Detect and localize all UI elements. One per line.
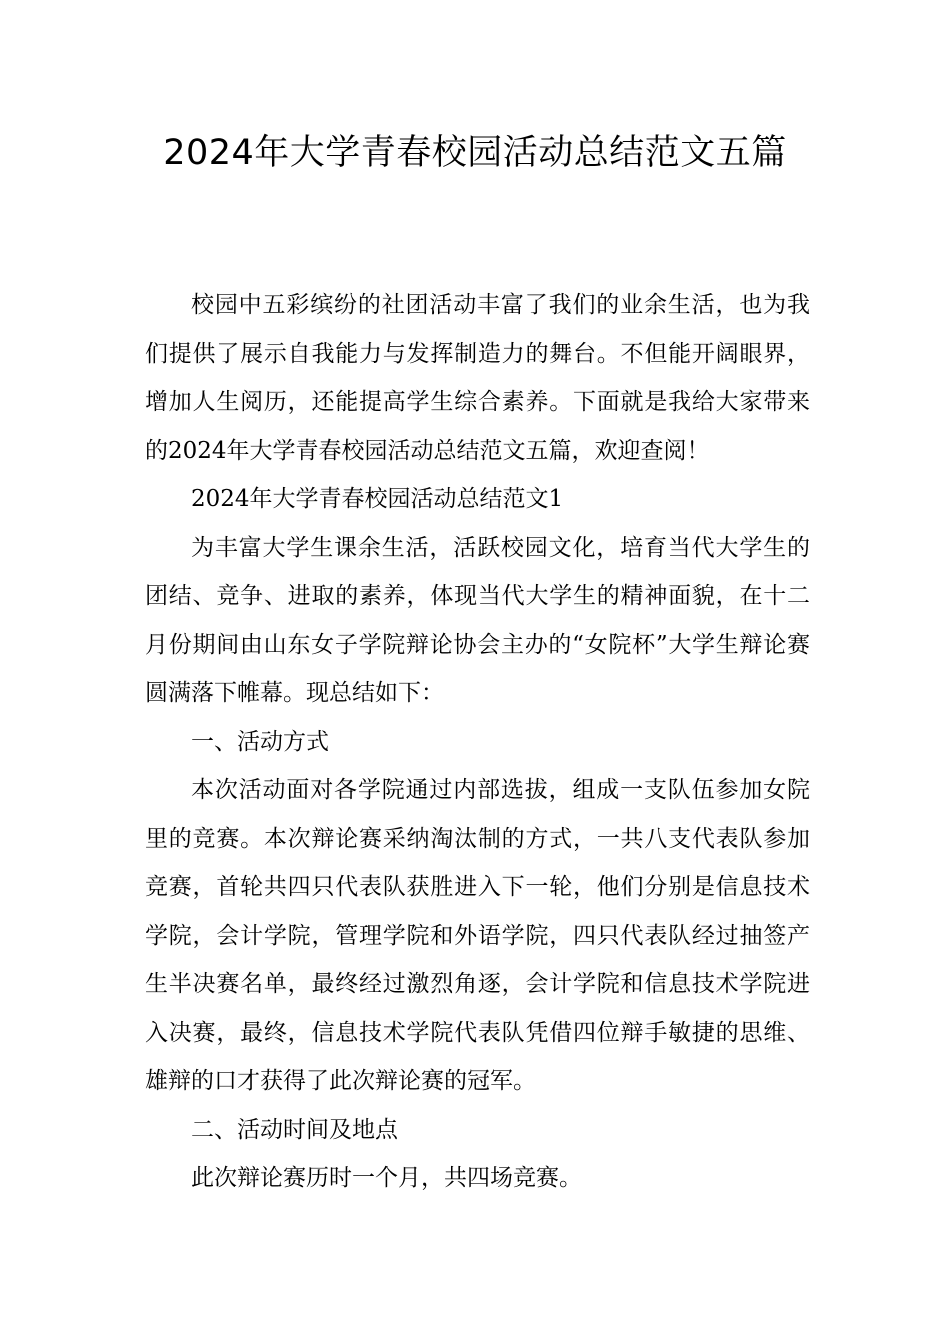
body-paragraph: 本次活动面对各学院通过内部选拔，组成一支队伍参加女院里的竞赛。本次辩论赛采纳淘汰制的方式，一共八支代表队参加竞赛，首轮共四只代表队获胜进入下一轮，他们分别是信息技术学院，会计学院，管理学院和外语学院，四只代表队经过抽签产生半决赛名单，最终经过激烈角逐，会计学院和信息技术学院进入决赛，最终，信息技术学院代表队凭借四位辩手敏捷的思维、雄辩的口才获得了此次辩论赛的冠军。 [145, 777, 810, 1094]
section-heading: 2024年大学青春校园活动总结范文1 [191, 486, 564, 512]
body-paragraph: 为丰富大学生课余生活，活跃校园文化，培育当代大学生的团结、竞争、进取的素养，体现当代大学生的精神面貌，在十二月份期间由山东女子学院辩论协会主办的“女院杯”大学生辩论赛圆满落下帷幕。现总结如下： [145, 534, 810, 706]
intro-paragraph: 校园中五彩缤纷的社团活动丰富了我们的业余生活，也为我们提供了展示自我能力与发挥制造力的舞台。不但能开阔眼界，增加人生阅历，还能提高学生综合素养。下面就是我给大家带来的2024年大学青春校园活动总结范文五篇，欢迎查阅！ [145, 292, 810, 464]
subsection-heading: 一、活动方式 [191, 728, 329, 755]
subsection-heading: 二、活动时间及地点 [191, 1116, 398, 1143]
document-title: 2024年大学青春校园活动总结范文五篇 [163, 133, 787, 173]
body-paragraph: 此次辩论赛历时一个月，共四场竞赛。 [191, 1165, 582, 1191]
document-body [145, 281, 810, 1203]
